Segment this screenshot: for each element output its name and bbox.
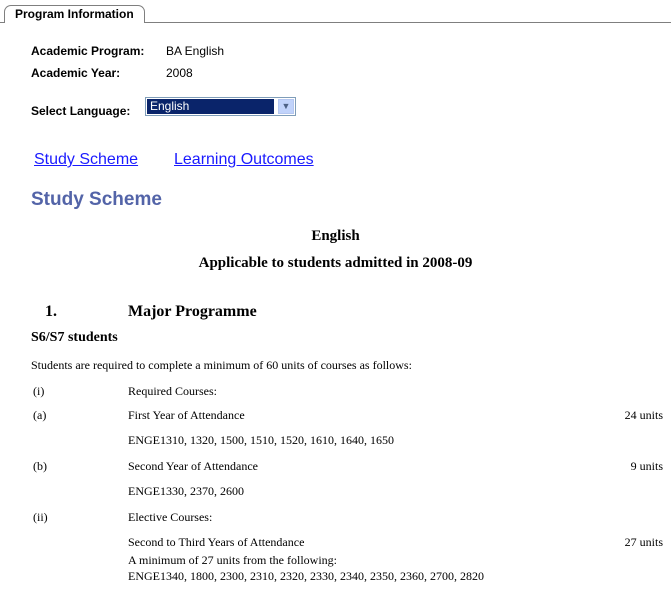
row-mark: (i) — [33, 384, 45, 398]
chevron-down-icon[interactable]: ▼ — [278, 99, 294, 114]
study-scheme-link[interactable]: Study Scheme — [34, 151, 139, 168]
language-select-value: English — [147, 99, 274, 114]
row-text: ENGE1340, 1800, 2300, 2310, 2320, 2330, 2340, 2350, 2360, 2700, 2820 — [128, 569, 484, 583]
row-text: Second Year of Attendance — [128, 459, 258, 473]
learning-outcomes-link[interactable]: Learning Outcomes — [174, 151, 314, 168]
row-units: 27 units — [624, 535, 663, 549]
language-select[interactable] — [145, 97, 296, 116]
tab-program-information[interactable] — [4, 5, 145, 23]
row-units: 24 units — [624, 408, 663, 422]
subheading: S6/S7 students — [31, 330, 118, 345]
academic-year-label: Academic Year: — [31, 66, 121, 80]
row-text: Elective Courses: — [128, 510, 213, 524]
row-text: ENGE1310, 1320, 1500, 1510, 1520, 1610, 1640, 1650 — [128, 433, 394, 447]
heading-number: 1. — [45, 303, 57, 320]
row-units: 9 units — [630, 459, 663, 473]
select-language-label: Select Language: — [31, 104, 131, 118]
row-mark: (ii) — [33, 510, 48, 524]
doc-title: English — [311, 228, 360, 244]
row-text: Second to Third Years of Attendance — [128, 535, 305, 549]
intro-text: Students are required to complete a minimum of 60 units of courses as follows: — [31, 358, 412, 372]
row-text: A minimum of 27 units from the following: — [128, 553, 337, 567]
tab-label: Program Information — [15, 7, 134, 21]
row-mark: (a) — [33, 408, 47, 422]
row-text: First Year of Attendance — [128, 408, 245, 422]
doc-subtitle: Applicable to students admitted in 2008-09 — [198, 255, 473, 271]
section-title: Study Scheme — [31, 189, 162, 210]
heading-text: Major Programme — [128, 303, 257, 320]
row-text: ENGE1330, 2370, 2600 — [128, 484, 244, 498]
academic-program-value: BA English — [166, 44, 225, 58]
row-text: Required Courses: — [128, 384, 217, 398]
academic-year-value: 2008 — [166, 66, 193, 80]
row-mark: (b) — [33, 459, 47, 473]
academic-program-label: Academic Program: — [31, 44, 145, 58]
